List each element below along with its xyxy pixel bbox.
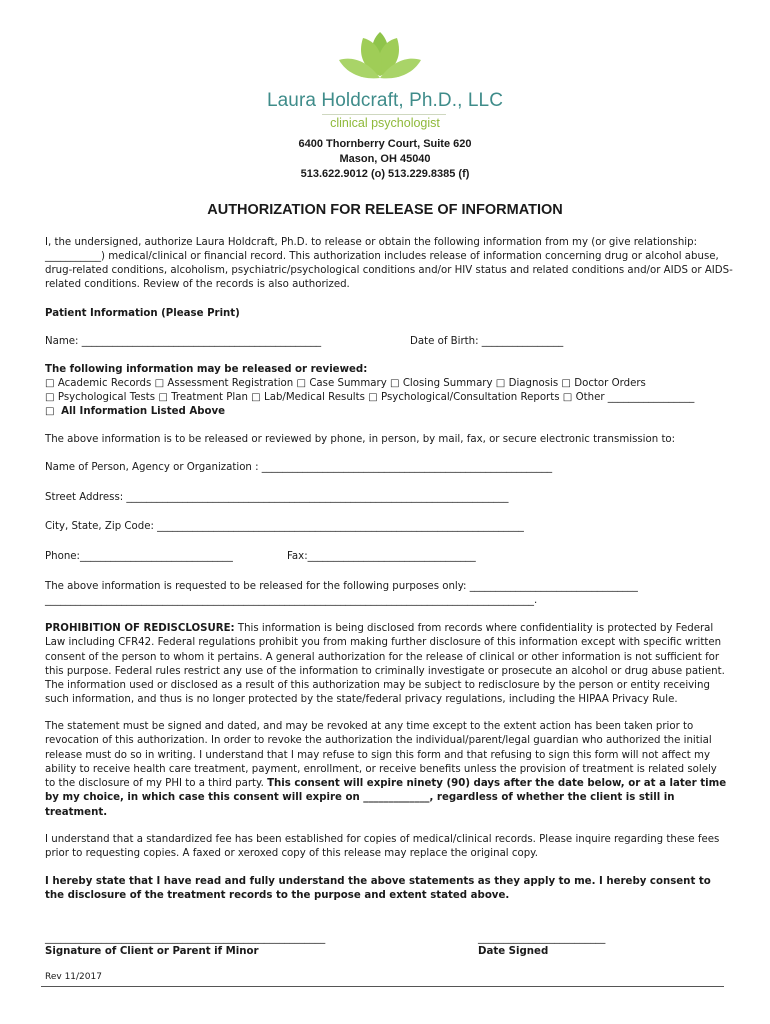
city-state-zip-field[interactable]: City, State, Zip Code: ________________________________________________________________________	[45, 521, 524, 532]
intro-line: ___________) medical/clinical or financial record. This authorization includes release of information concerning drug or alcohol abuse,	[45, 251, 719, 262]
transmission-text: The above information is to be released or reviewed by phone, in person, by mail, fax, or secure electronic transmission to:	[45, 434, 676, 445]
released-options-row[interactable]: □ Psychological Tests □ Treatment Plan □ Lab/Medical Results □ Psychological/Consultation Reports □ Other _________________	[45, 392, 695, 403]
fax-field[interactable]: Fax:_________________________________	[287, 551, 476, 562]
street-address-field[interactable]: Street Address: ___________________________________________________________________________	[45, 492, 509, 503]
fee-paragraph: I understand that a standardized fee has been established for copies of medical/clinical records. Please inquire regarding these fees prior to requesting copies. A faxed or xeroxed copy of this release may replace the original copy.	[45, 834, 720, 860]
revision-label: Rev 11/2017	[45, 972, 102, 982]
practice-name: Laura Holdcraft, Ph.D., LLC	[266, 90, 504, 111]
prohibition-label: PROHIBITION OF REDISCLOSURE:	[45, 623, 235, 634]
all-information-option[interactable]	[45, 405, 225, 419]
date-of-birth-field[interactable]: Date of Birth: ________________	[410, 336, 564, 347]
address-city: Mason, OH 45040	[339, 153, 431, 165]
consent-statement: I hereby state that I have read and fully understand the above statements as they apply to me. I hereby consent to the disclosure of the treatment records to the purpose and extent stated above.	[45, 876, 711, 902]
intro-line: drug-related conditions, alcoholism, psychiatric/psychological conditions and/or HIV status and related conditions and/or AIDS or AIDS-	[45, 265, 733, 276]
intro-line: related conditions. Review of the records is also authorized.	[45, 279, 350, 290]
released-options-row[interactable]: □ Academic Records □ Assessment Registration □ Case Summary □ Closing Summary □ Diagnosis □ Doctor Orders	[45, 378, 646, 389]
signature-line[interactable]: _______________________________________________________	[45, 933, 326, 944]
patient-name-field[interactable]: Name: _______________________________________________	[45, 336, 322, 347]
date-signed-line[interactable]: _________________________	[478, 933, 606, 944]
phone-field[interactable]: Phone:______________________________	[45, 551, 233, 562]
statement-text: The statement must be signed and dated, and may be revoked at any time except to the extent action has been taken prior to revocation of this authorization. In order to revoke the authorization the individual/parent/legal guardian who authorized the initial release must do so in writing. I understand that I may refuse to sign this form and that refusing to sign this form will not affect my ability to receive health care treatment, payment, enrollment, or receive benefits unless the provision of treatment is related solely to the disclosure of my PHI to a third party.	[45, 721, 717, 790]
purpose-field[interactable]: The above information is requested to be released for the following purposes only: _________________________________	[45, 581, 638, 592]
page-title: AUTHORIZATION FOR RELEASE OF INFORMATION	[207, 202, 563, 218]
intro-line: I, the undersigned, authorize Laura Holdcraft, Ph.D. to release or obtain the following information from my (or give relationship:	[45, 237, 698, 248]
purpose-field-continued[interactable]: ________________________________________________________________________________________________.	[45, 595, 538, 606]
checkbox[interactable]: □	[45, 406, 55, 417]
all-information-label: All Information Listed Above	[61, 406, 226, 417]
released-heading: The following information may be released or reviewed:	[45, 364, 368, 375]
lotus-icon	[335, 30, 425, 90]
signature-label: Signature of Client or Parent if Minor	[45, 946, 259, 957]
patient-info-heading: Patient Information (Please Print)	[45, 308, 240, 319]
footer-divider	[41, 986, 724, 987]
letterhead-divider	[322, 114, 446, 115]
statement-paragraph	[45, 720, 727, 820]
agency-name-field[interactable]: Name of Person, Agency or Organization : _________________________________________________________	[45, 462, 553, 473]
prohibition-paragraph	[45, 622, 727, 708]
address-street: 6400 Thornberry Court, Suite 620	[298, 138, 472, 150]
contact-phones: 513.622.9012 (o) 513.229.8385 (f)	[300, 168, 470, 180]
expiration-text: This consent will expire ninety (90) days after the date below, or at a later time by my choice, in which case this consent will expire on _____________, regardless of whether the client is still in treatment.	[45, 778, 727, 818]
prohibition-text: This information is being disclosed from records where confidentiality is protected by Federal Law including CFR42. Federal regulations prohibit you from making further disclosure of this information except with specific written consent of the person to whom it pertains. A general authorization for the release of clinical or other information is not sufficient for this purpose. Federal rules restrict any use of the information to criminally investigate or prosecute an alcohol or drug abuse patient. The information used or disclosed as a result of this authorization may be subject to redisclosure by the person or entity receiving such information, and thus is no longer protected by the state/federal privacy regulations, including the HIPAA Privacy Rule.	[45, 623, 725, 706]
practice-subtitle: clinical psychologist	[330, 116, 440, 130]
date-signed-label: Date Signed	[478, 946, 549, 957]
